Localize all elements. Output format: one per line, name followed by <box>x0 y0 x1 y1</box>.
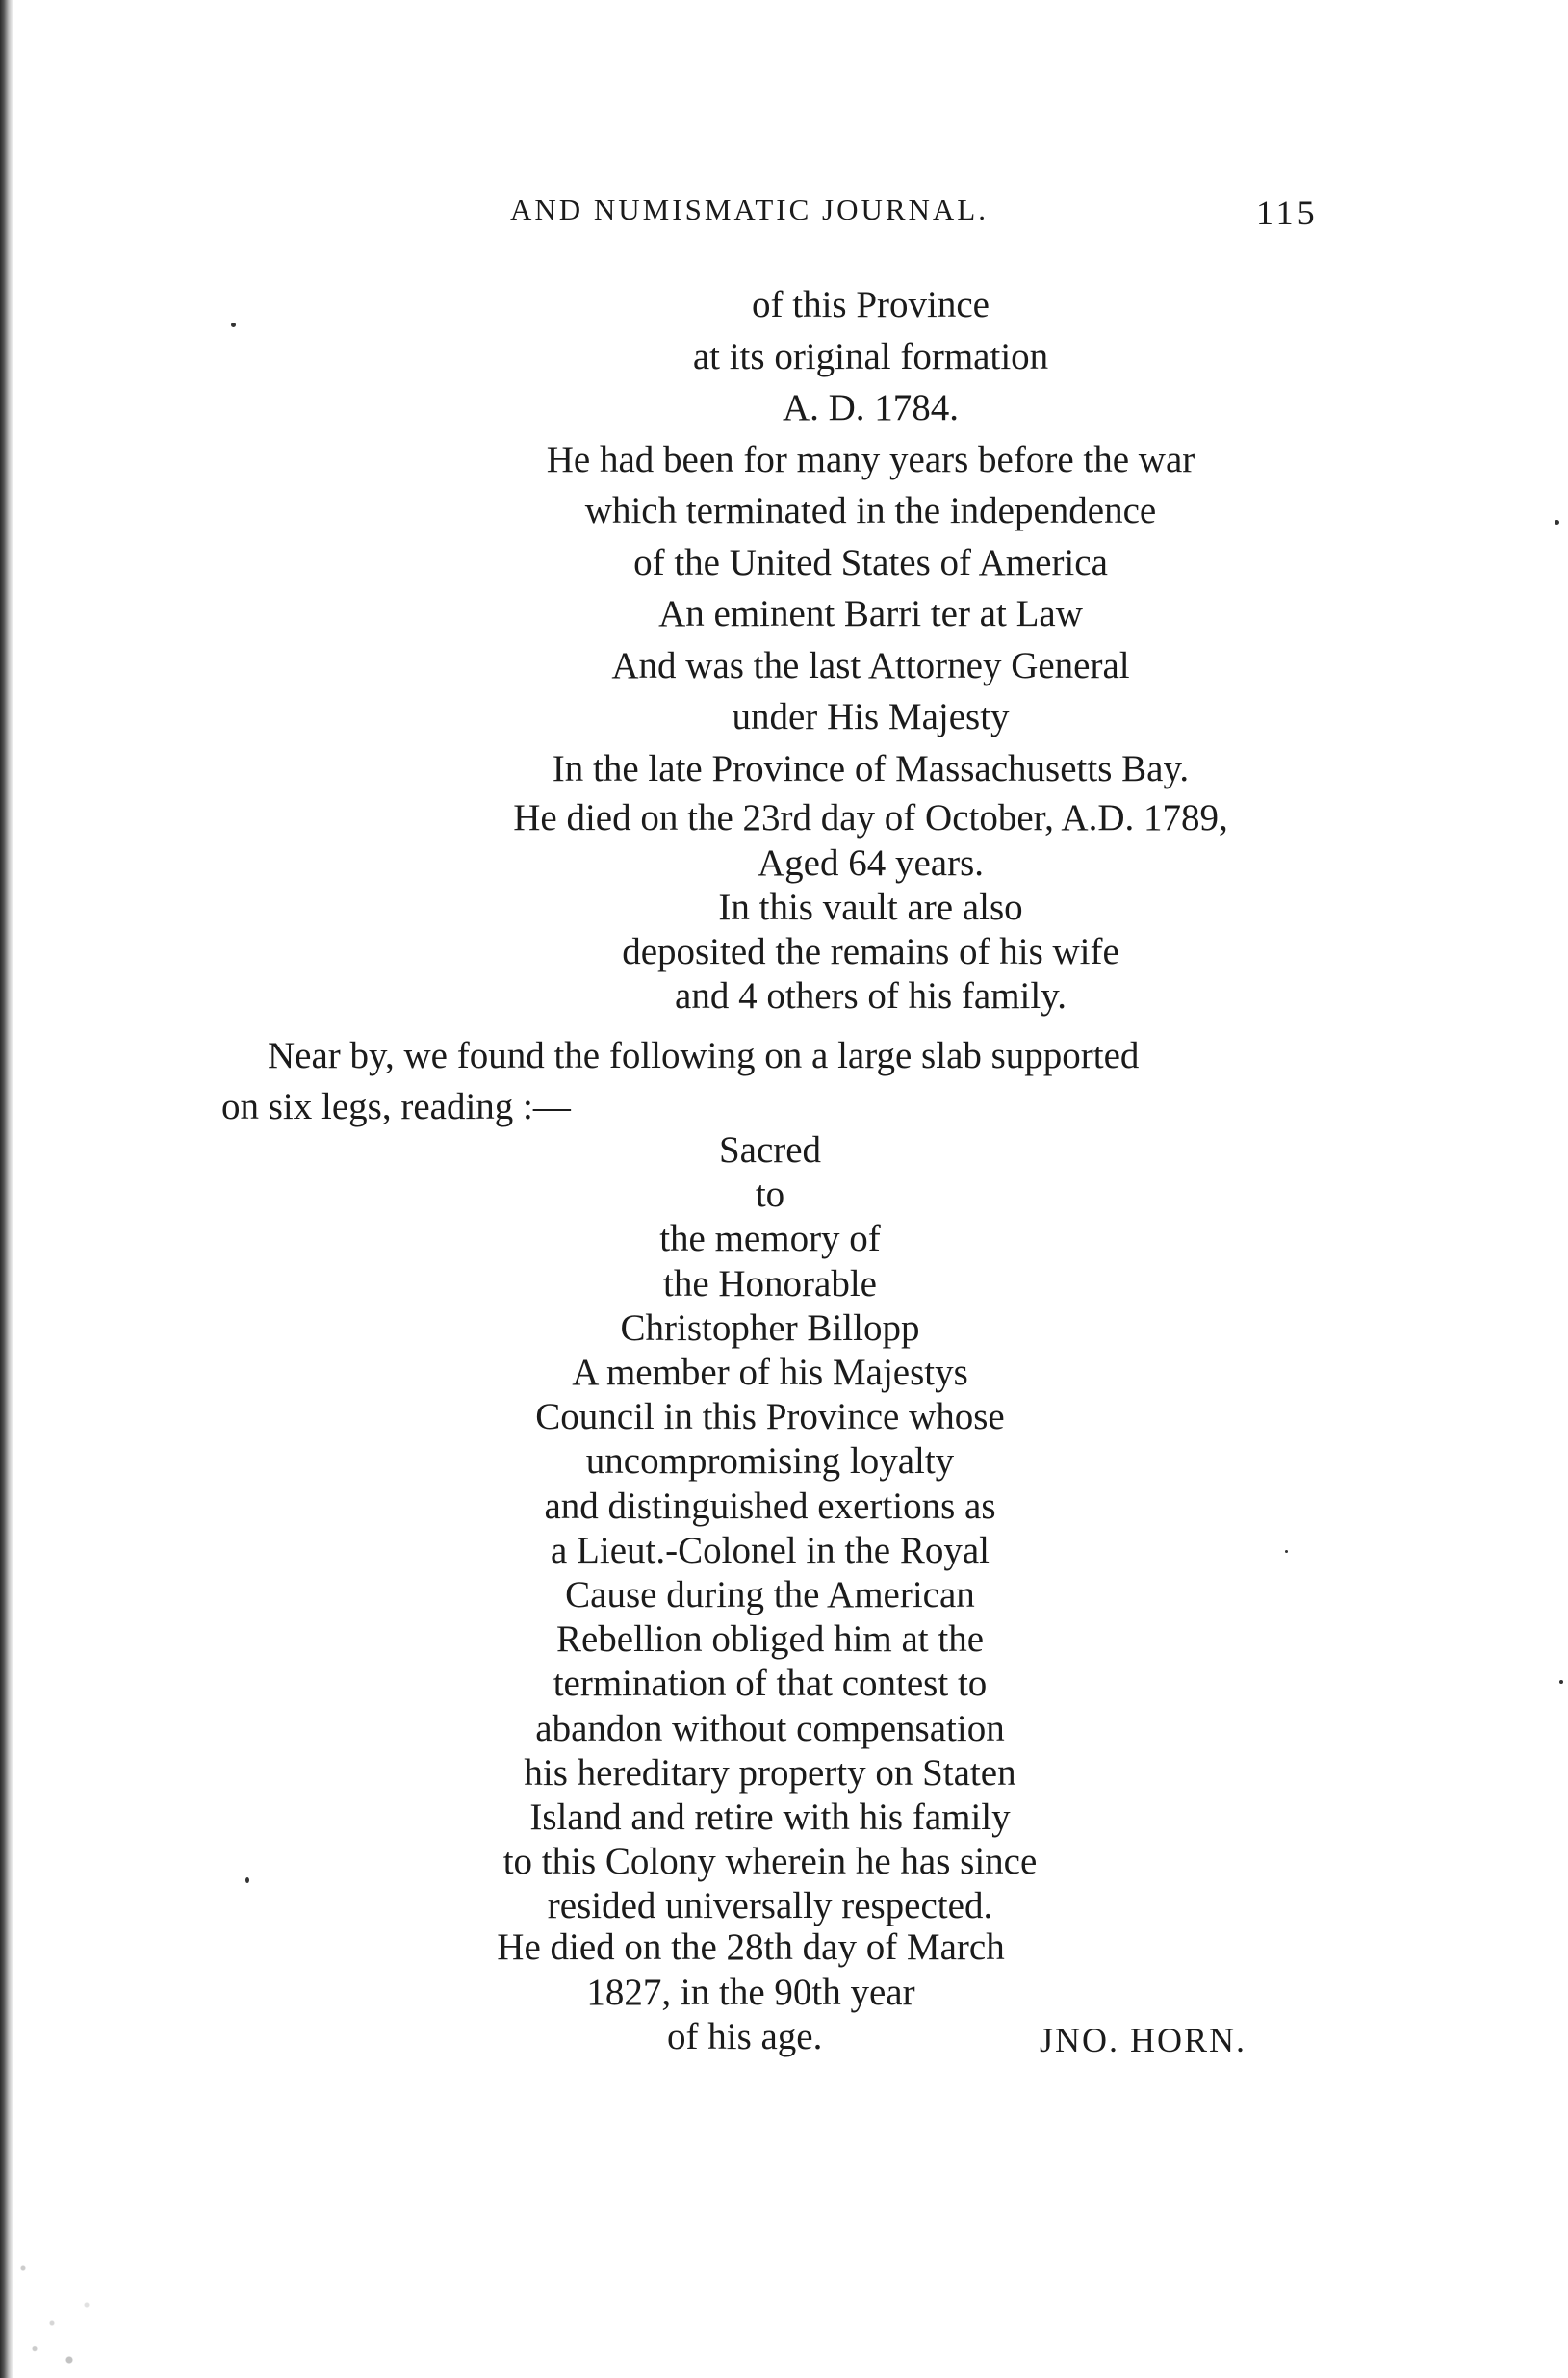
epitaph-line: abandon without compensation <box>535 1707 1005 1749</box>
page-number: 115 <box>1256 194 1319 232</box>
epitaph-line: A member of his Majestys <box>572 1352 968 1394</box>
epitaph-line: Council in this Province whose <box>535 1396 1005 1438</box>
epitaph-line: to this Colony wherein he has since <box>502 1841 1038 1883</box>
epitaph-line: He had been for many years before the war <box>546 438 1195 480</box>
epitaph-line: which terminated in the independence <box>584 490 1157 531</box>
epitaph-line: He died on the 23rd day of October, A.D. 1789, <box>513 797 1228 839</box>
closing-lines <box>0 1926 1568 2060</box>
epitaph-line: Cause during the American <box>565 1574 975 1616</box>
epitaph-line: of the United States of America <box>633 541 1108 583</box>
epitaph-line: In the late Province of Massachusetts Bay. <box>552 747 1190 789</box>
epitaph-line: the memory of <box>659 1218 881 1260</box>
epitaph-line: An eminent Barri ter at Law <box>658 593 1083 634</box>
epitaph-line: deposited the remains of his wife <box>622 931 1119 972</box>
epitaph-line: In this vault are also <box>718 887 1023 928</box>
epitaph-line: And was the last Attorney General <box>611 644 1130 686</box>
epitaph-line: Island and retire with his family <box>529 1796 1011 1839</box>
epitaph-line: to <box>755 1174 785 1216</box>
epitaph-first <box>0 279 1568 1019</box>
signature: JNO. HORN. <box>1040 2021 1247 2059</box>
epitaph-line: and 4 others of his family. <box>675 975 1067 1017</box>
epitaph-line: Sacred <box>718 1129 822 1171</box>
epitaph-line: resided universally respected. <box>547 1885 993 1927</box>
scan-noise <box>0 2012 116 2378</box>
closing-line: of his age. <box>667 2016 823 2057</box>
epitaph-line: Aged 64 years. <box>757 842 984 884</box>
epitaph-line: his hereditary property on Staten <box>524 1751 1016 1794</box>
epitaph-line: and distinguished exertions as <box>544 1485 996 1527</box>
epitaph-line: Christopher Billopp <box>620 1306 920 1349</box>
epitaph-line: uncompromising loyalty <box>585 1440 955 1483</box>
epitaph-line: at its original formation <box>692 335 1049 377</box>
epitaph-line: the Honorable <box>662 1262 877 1305</box>
epitaph-line: under His Majesty <box>732 696 1010 737</box>
epitaph-line: A. D. 1784. <box>782 387 960 428</box>
epitaph-line: termination of that contest to <box>553 1663 988 1705</box>
prose-line: Near by, we found the following on a large slab supported <box>268 1035 1140 1076</box>
closing-line: He died on the 28th day of March <box>497 1926 1005 1968</box>
prose-paragraph <box>221 1030 1319 1132</box>
prose-line: on six legs, reading :— <box>221 1086 571 1127</box>
epitaph-second <box>0 1128 1568 1929</box>
epitaph-line: of this Province <box>752 284 990 325</box>
epitaph-line: a Lieut.-Colonel in the Royal <box>551 1529 990 1571</box>
running-title: AND NUMISMATIC JOURNAL. <box>510 193 989 226</box>
closing-line: 1827, in the 90th year <box>586 1971 915 2013</box>
epitaph-line: Rebellion obliged him at the <box>555 1618 985 1661</box>
running-head <box>0 193 1568 241</box>
